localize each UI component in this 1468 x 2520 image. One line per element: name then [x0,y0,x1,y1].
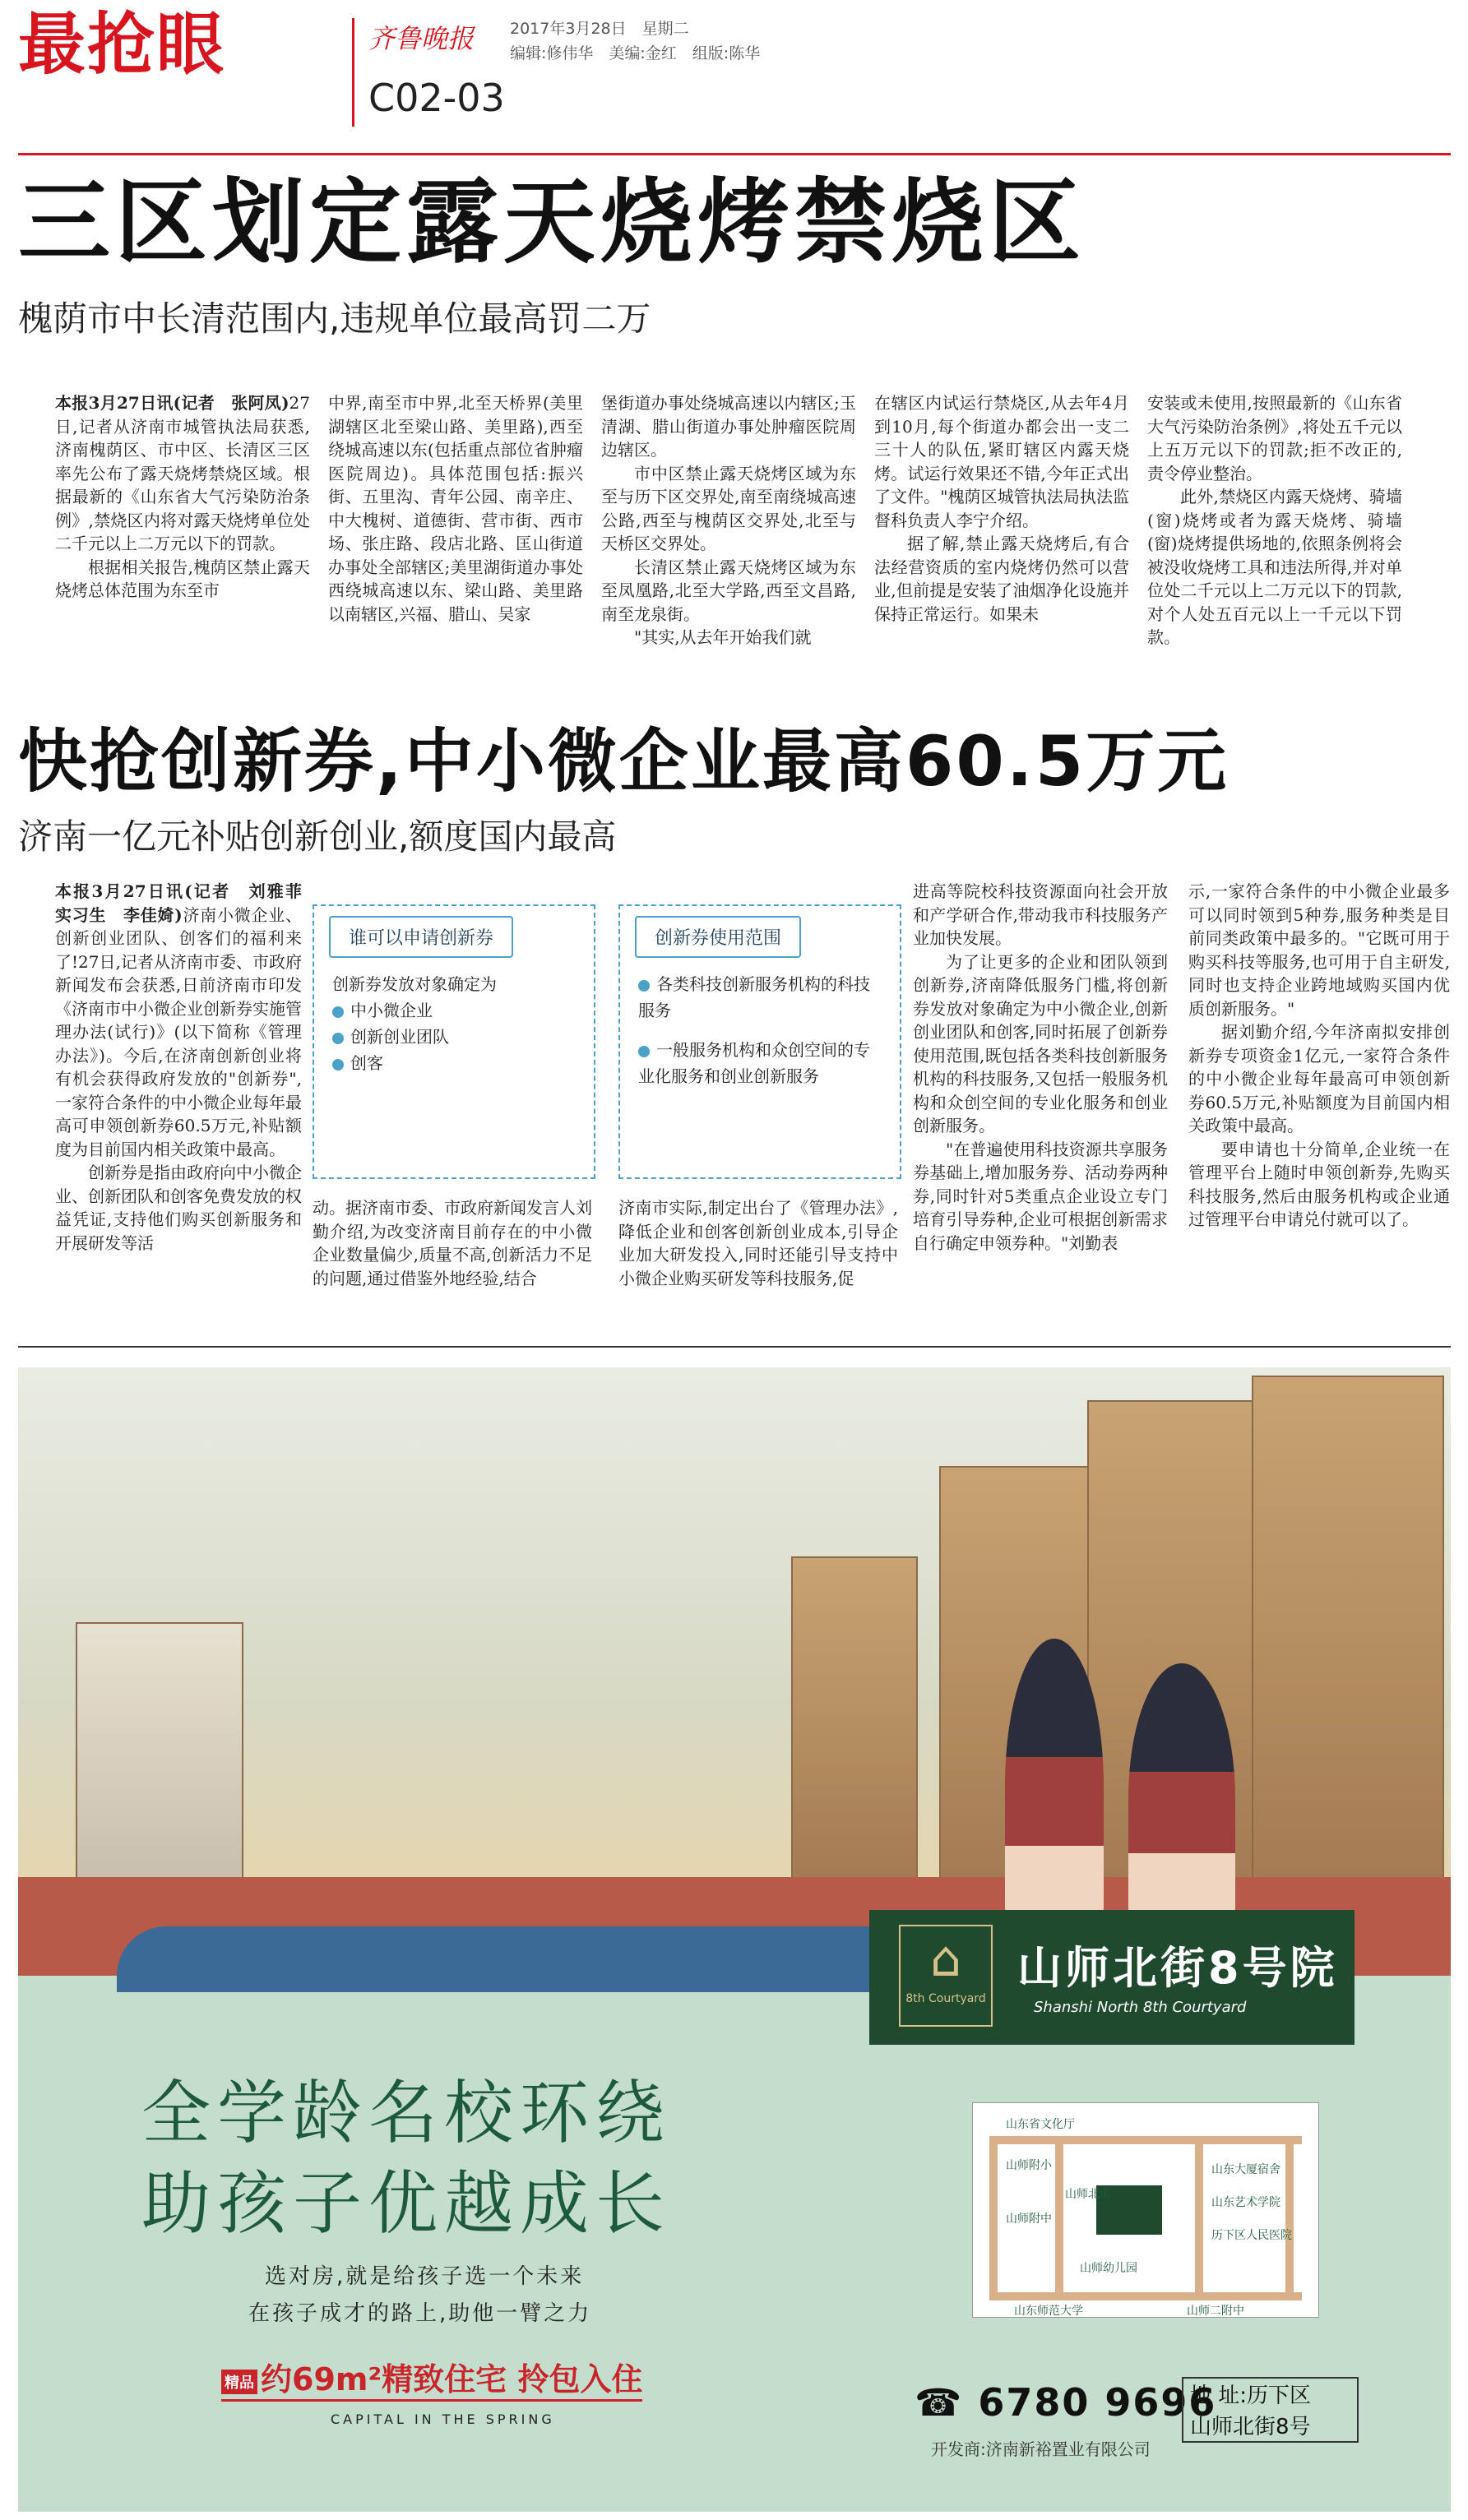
map-label: 历下区人民医院 [1211,2229,1292,2242]
article1-paragraph: "其实,从去年开始我们就 [634,627,812,647]
masthead-rule [18,153,1451,155]
sidebar-box-eligibility [313,904,595,1179]
address-value: 山师北街8号 [1190,2415,1311,2439]
map-road [989,2292,1302,2300]
address-box [1182,2377,1359,2443]
article1-paragraph: 27日,记者从济南市城管执法局获悉,济南槐荫区、市中区、长清区三区率先公布了露天烧烤禁烧区域。根据最新的《山东省大气污染防治条例》,禁烧区内将对露天烧烤单位处二千元以上二万元以下的罚款。 [55,393,310,553]
box-title: 创新券使用范围 [635,916,801,958]
masthead-divider [352,18,354,127]
map-road [1055,2136,1063,2300]
list-item: 各类科技创新服务机构的科技服务 [638,974,870,1020]
article1-paragraph: 堡街道办事处绕城高速以内辖区;玉清湖、腊山街道办事处肿瘤医院周边辖区。 [601,393,856,460]
article1-paragraph: 安装或未使用,按照最新的《山东省大气污染防治条例》,将处五千元以上五万元以下的罚款;拒不改正的,责令停业整治。 [1147,393,1402,483]
list-item: 中小微企业 [332,997,576,1024]
phone-icon: ☎ [915,2380,964,2425]
child-figure [1005,1639,1104,1935]
page-number: C02-03 [368,76,505,120]
article1-body [55,391,1402,663]
box-body [620,958,900,1103]
map-label: 山师附小 [1006,2159,1052,2172]
article2-subhead: 济南一亿元补贴创新创业,额度国内最高 [18,816,617,857]
article2-col1 [55,880,318,1324]
article1-paragraph: 长清区禁止露天烧烤区域为东至凤凰路,北至大学路,西至文昌路,南至龙泉街。 [601,557,856,624]
map-label: 山东大厦宿舍 [1211,2163,1280,2176]
map-label: 山东艺术学院 [1211,2196,1280,2209]
map-label: 山东师范大学 [1014,2305,1083,2318]
ad-slogan-1: 全学龄名校环绕 [141,2073,672,2153]
editor-credits: 编辑:修伟华 美编:金红 组版:陈华 [510,44,761,62]
price-tag-badge: 精品 [221,2370,257,2394]
issue-date: 2017年3月28日 星期二 [510,20,689,38]
map-label: 山师二附中 [1187,2305,1244,2318]
article1-headline: 三区划定露天烧烤禁烧区 [18,169,1086,276]
article2-paragraph: 济南市实际,制定出台了《管理办法》,降低企业和创客创新创业成本,引导企业加大研发投入,同时还能引导支持中小微企业购买研发等科技服务,促 [618,1198,898,1288]
article2-paragraph: 创新券是指由政府向中小微企业、创新团队和创客免费发放的权益凭证,支持他们购买创新服务和开展研发等活 [55,1163,302,1253]
article1-subhead: 槐荫市中长清范围内,违规单位最高罚二万 [18,298,651,339]
sidebar-box-scope [618,904,901,1179]
article1-col4 [874,391,1129,663]
masthead-meta [510,16,760,66]
real-estate-ad [18,1367,1451,2512]
article2-paragraph: 为了让更多的企业和团队领到创新券,济南降低服务门槛,将创新券发放对象确定为中小微企业,创新创业团队和创客,同时拓展了创新券使用范围,既包括各类科技创新服务机构的科技服务,又包括一般服务机构和众创空间的专业化服务和创业创新服务。 [913,951,1168,1135]
article-separator [18,1346,1451,1348]
article1-col5 [1147,391,1402,663]
map-label: 山师附中 [1006,2213,1052,2226]
article1-col1 [55,391,310,663]
bullet-icon [332,1006,344,1018]
article1-paragraph: 在辖区内试运行禁烧区,从去年4月到10月,每个街道办都会出一支二三十人的队伍,紧盯辖区内露天烧烤。试运行效果还不错,今年正式出了文件。"槐荫区城管执法局执法监督科负责人李宁介绍。 [874,393,1129,530]
article2-paragraph: 要申请也十分简单,企业统一在管理平台上随时申领创新券,先购买科技服务,然后由服务机构或企业通过管理平台申请兑付就可以了。 [1188,1139,1450,1229]
article2-paragraph: 济南小微企业、创新创业团队、创客们的福利来了!27日,记者从济南市委、市政府新闻发布会获悉,日前济南市印发《济南市中小微企业创新券实施管理办法(试行)》(以下简称《管理办法》)。今后,在济南创新创业将有机会获得政府发放的"创新券",一家符合条件的中小微企业每年最高可申领创新券60.5万元,补贴额度为目前国内相关政策中最高。 [55,904,302,1159]
map-road [1285,2136,1294,2300]
brand-logo-box [869,1910,1355,2045]
map-label: 山师北街 [1065,2188,1111,2201]
school-building [76,1622,243,1880]
list-item: 创新创业团队 [332,1024,576,1050]
bullet-icon [332,1059,344,1070]
map-road [989,2136,1302,2144]
ad-tagline-1: 选对房,就是给孩子选一个未来 [265,2264,585,2289]
article2-paragraph: 进高等院校科技资源面向社会开放和产学研合作,带动我市科技服务产业加快发展。 [913,881,1168,948]
article1-col3 [601,391,856,663]
bullet-icon [638,1046,650,1057]
map-label: 山东省文化厅 [1006,2118,1075,2131]
list-item: 一般服务机构和众创空间的专业化服务和创业创新服务 [638,1040,870,1086]
article2-col2-bottom [313,1196,592,1328]
courtyard-logo-icon: ⌂ 8th Courtyard [899,1925,993,2027]
apartment-tower [791,1556,918,1880]
article1-paragraph: 根据相关报告,槐荫区禁止露天烧烤总体范围为东至市 [55,557,310,600]
article1-paragraph: 市中区禁止露天烧烤区域为东至与历下区交界处,南至南绕城高速公路,西至与槐荫区交界处,北至与天桥区交界处。 [601,463,856,553]
brand-name-cn: 山师北街8号院 [1017,1942,1338,1994]
article2-paragraph: 动。据济南市委、市政府新闻发言人刘勤介绍,为改变济南目前存在的中小微企业数量偏少,质量不高,创新活力不足的问题,通过借鉴外地经验,结合 [313,1198,592,1288]
article2-byline: 本报3月27日讯(记者 刘雅菲 实习生 李佳婍) [55,881,318,925]
apartment-tower [1252,1376,1444,1880]
map-road [1195,2136,1203,2300]
article2-paragraph: 据刘勤介绍,今年济南拟安排创新券专项资金1亿元,一家符合条件的中小微企业每年最高可申领创新券60.5万元,补贴额度为目前国内相关政策中最高。 [1188,1022,1450,1135]
location-map [972,2102,1319,2318]
child-figure [1128,1663,1235,1935]
sales-phone: ☎ 6780 9696 [915,2380,1217,2425]
ad-tagline-2: 在孩子成才的路上,助他一臂之力 [248,2301,592,2326]
box-title: 谁可以申请创新券 [329,916,513,958]
price-banner: 精品 约69m²精致住宅 拎包入住 [221,2354,642,2402]
brand-name-en: Shanshi North 8th Courtyard [1034,1999,1247,2016]
map-road [989,2136,998,2300]
ad-english-tagline: CAPITAL IN THE SPRING [331,2411,555,2427]
map-label: 山师幼儿园 [1080,2262,1137,2275]
box-intro: 创新券发放对象确定为 [332,974,497,994]
article2-col3-bottom [618,1196,898,1328]
newspaper-logo: 齐鲁晚报 [368,23,475,54]
article1-col2 [328,391,583,663]
article2-col3 [913,880,1168,1324]
section-title: 最抢眼 [18,6,226,84]
list-item: 创客 [332,1050,576,1076]
article2-headline: 快抢创新券,中小微企业最高60.5万元 [18,721,1230,802]
bullet-icon [332,1033,344,1044]
ad-slogan-2: 助孩子优越成长 [141,2163,672,2244]
bullet-icon [638,980,650,992]
article2-paragraph: 示,一家符合条件的中小微企业最多可以同时领到5种券,服务种类是目前同类政策中最多的。"它既可用于购买科技等服务,也可用于自主研发,同时也支持企业跨地域购买国内优质创新服务。" [1188,881,1450,1019]
article1-paragraph: 此外,禁烧区内露天烧烤、骑墙(窗)烧烤或者为露天烧烤、骑墙(窗)烧烤提供场地的,依照条例将会被没收烧烤工具和违法所得,并对单位处二千元以上二万元以下的罚款,对个人处五百元以上一千元以下罚款。 [1147,487,1402,647]
article1-paragraph: 中界,南至市中界,北至天桥界(美里湖辖区北至梁山路、美里路),西至绕城高速以东(包括重点部位省肿瘤医院周边)。具体范围包括:振兴街、五里沟、青年公园、南辛庄、中大槐树、道德街、营市街、西市场、张庄路、段店北路、匡山街道办事处全部辖区;美里湖街道办事处西绕城高速以东、梁山路、美里路以南辖区,兴福、腊山、吴家 [328,393,583,624]
article1-paragraph: 据了解,禁止露天烧烤后,有合法经营资质的室内烧烤仍然可以营业,但前提是安装了油烟净化设施并保持正常运行。如果未 [874,534,1129,624]
developer-name: 开发商:济南新裕置业有限公司 [931,2439,1151,2459]
address-label: 地 址:历下区 [1190,2384,1312,2408]
ad-photo [18,1367,1451,1935]
article2-paragraph: "在普遍使用科技资源共享服务券基础上,增加服务券、活动券两种券,同时针对5类重点企业设立专门培育引导券种,企业可根据创新需求自行确定申领券种。"刘勤表 [913,1139,1168,1253]
article1-byline: 本报3月27日讯(记者 张阿凤) [55,393,289,413]
article2-col4 [1188,880,1450,1324]
box-body [314,958,594,1089]
